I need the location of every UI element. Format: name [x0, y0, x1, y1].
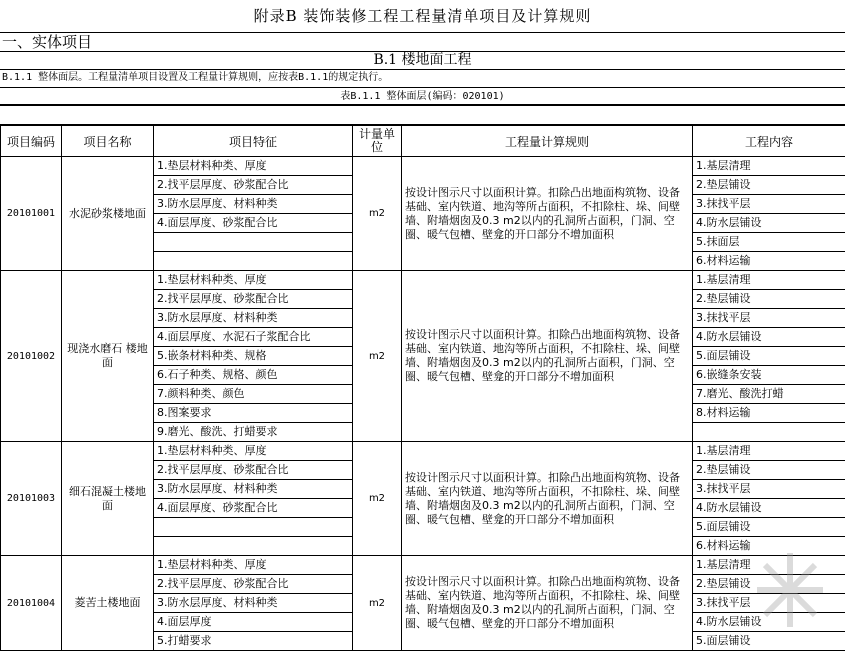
work-cell: 3.抹找平层 [693, 309, 845, 328]
table-row [1, 556, 845, 575]
bill-of-quantities-table [0, 125, 845, 651]
work-cell: 5.面层铺设 [693, 518, 845, 537]
feature-cell [154, 233, 353, 252]
work-cell: 1.基层清理 [693, 157, 845, 176]
work-cell [693, 423, 845, 442]
feature-cell [154, 518, 353, 537]
item-name: 现浇水磨石 楼地面 [62, 271, 154, 442]
work-cell: 7.磨光、酸洗打蜡 [693, 385, 845, 404]
work-cell: 2.垫层铺设 [693, 290, 845, 309]
work-cell: 5.面层铺设 [693, 632, 845, 651]
work-cell: 4.防水层铺设 [693, 328, 845, 347]
feature-cell: 5.打蜡要求 [154, 632, 353, 651]
feature-cell: 3.防水层厚度、材料种类 [154, 195, 353, 214]
header-features: 项目特征 [154, 126, 353, 157]
item-unit: m2 [353, 442, 402, 556]
table-row [1, 271, 845, 290]
feature-cell: 9.磨光、酸洗、打蜡要求 [154, 423, 353, 442]
feature-cell: 2.找平层厚度、砂浆配合比 [154, 290, 353, 309]
header-unit: 计量单位 [353, 126, 402, 157]
feature-cell: 2.找平层厚度、砂浆配合比 [154, 176, 353, 195]
feature-cell: 6.石子种类、规格、颜色 [154, 366, 353, 385]
item-code: 20101003 [1, 442, 62, 556]
item-name: 细石混凝土楼地面 [62, 442, 154, 556]
feature-cell: 4.面层厚度、砂浆配合比 [154, 214, 353, 233]
item-name: 水泥砂浆楼地面 [62, 157, 154, 271]
work-cell: 2.垫层铺设 [693, 176, 845, 195]
feature-cell: 1.垫层材料种类、厚度 [154, 442, 353, 461]
feature-cell: 4.面层厚度、砂浆配合比 [154, 499, 353, 518]
table-row [1, 157, 845, 176]
work-cell: 6.材料运输 [693, 252, 845, 271]
table-header-row [1, 126, 845, 157]
feature-cell: 8.图案要求 [154, 404, 353, 423]
item-code: 20101004 [1, 556, 62, 651]
item-rule: 按设计图示尺寸以面积计算。扣除凸出地面构筑物、设备基础、室内铁道、地沟等所占面积，不扣除柱、垛、间壁墙、附墙烟囱及0.3 m2以内的孔洞所占面积，门洞、空圈、暖气包槽、壁龛的开口部分不增加面积 [402, 271, 693, 442]
item-unit: m2 [353, 271, 402, 442]
header-name: 项目名称 [62, 126, 154, 157]
document-title: 附录B 装饰装修工程工程量清单项目及计算规则 [253, 7, 592, 25]
item-code: 20101001 [1, 157, 62, 271]
item-code: 20101002 [1, 271, 62, 442]
work-cell: 3.抹找平层 [693, 195, 845, 214]
table-caption: 表B.1.1 整体面层(编码：020101) [0, 87, 845, 105]
item-rule: 按设计图示尺寸以面积计算。扣除凸出地面构筑物、设备基础、室内铁道、地沟等所占面积，不扣除柱、垛、间壁墙、附墙烟囱及0.3 m2以内的孔洞所占面积，门洞、空圈、暖气包槽、壁龛的开口部分不增加面积 [402, 157, 693, 271]
feature-cell: 2.找平层厚度、砂浆配合比 [154, 575, 353, 594]
feature-cell: 4.面层厚度 [154, 613, 353, 632]
work-cell: 6.嵌缝条安装 [693, 366, 845, 385]
work-cell: 6.材料运输 [693, 537, 845, 556]
item-rule: 按设计图示尺寸以面积计算。扣除凸出地面构筑物、设备基础、室内铁道、地沟等所占面积，不扣除柱、垛、间壁墙、附墙烟囱及0.3 m2以内的孔洞所占面积，门洞、空圈、暖气包槽、壁龛的开口部分不增加面积 [402, 556, 693, 651]
work-cell: 5.面层铺设 [693, 347, 845, 366]
work-cell: 2.垫层铺设 [693, 461, 845, 480]
header-code: 项目编码 [1, 126, 62, 157]
work-cell: 1.基层清理 [693, 271, 845, 290]
work-cell: 4.防水层铺设 [693, 499, 845, 518]
spacer-row [0, 105, 845, 125]
feature-cell: 3.防水层厚度、材料种类 [154, 480, 353, 499]
item-unit: m2 [353, 556, 402, 651]
work-cell: 8.材料运输 [693, 404, 845, 423]
item-unit: m2 [353, 157, 402, 271]
feature-cell: 1.垫层材料种类、厚度 [154, 157, 353, 176]
feature-cell: 2.找平层厚度、砂浆配合比 [154, 461, 353, 480]
section-note: B.1.1 整体面层。工程量清单项目设置及工程量计算规则，应按表B.1.1的规定执行。 [0, 69, 845, 87]
work-cell: 5.抹面层 [693, 233, 845, 252]
work-cell: 4.防水层铺设 [693, 613, 845, 632]
feature-cell [154, 252, 353, 271]
feature-cell: 5.嵌条材料种类、规格 [154, 347, 353, 366]
feature-cell: 1.垫层材料种类、厚度 [154, 556, 353, 575]
feature-cell: 3.防水层厚度、材料种类 [154, 594, 353, 613]
section-heading: 一、实体项目 [0, 32, 845, 52]
subsection-heading: B.1 楼地面工程 [0, 51, 845, 69]
header-work: 工程内容 [693, 126, 845, 157]
work-cell: 4.防水层铺设 [693, 214, 845, 233]
header-rule: 工程量计算规则 [402, 126, 693, 157]
work-cell: 3.抹找平层 [693, 480, 845, 499]
feature-cell: 3.防水层厚度、材料种类 [154, 309, 353, 328]
table-row [1, 442, 845, 461]
item-name: 菱苦土楼地面 [62, 556, 154, 651]
feature-cell: 4.面层厚度、水泥石子浆配合比 [154, 328, 353, 347]
feature-cell [154, 537, 353, 556]
feature-cell: 1.垫层材料种类、厚度 [154, 271, 353, 290]
work-cell: 1.基层清理 [693, 442, 845, 461]
work-cell: 2.垫层铺设 [693, 575, 845, 594]
watermark-logo [745, 545, 835, 635]
work-cell: 3.抹找平层 [693, 594, 845, 613]
feature-cell: 7.颜料种类、颜色 [154, 385, 353, 404]
item-rule: 按设计图示尺寸以面积计算。扣除凸出地面构筑物、设备基础、室内铁道、地沟等所占面积，不扣除柱、垛、间壁墙、附墙烟囱及0.3 m2以内的孔洞所占面积，门洞、空圈、暖气包槽、壁龛的开口部分不增加面积 [402, 442, 693, 556]
work-cell: 1.基层清理 [693, 556, 845, 575]
